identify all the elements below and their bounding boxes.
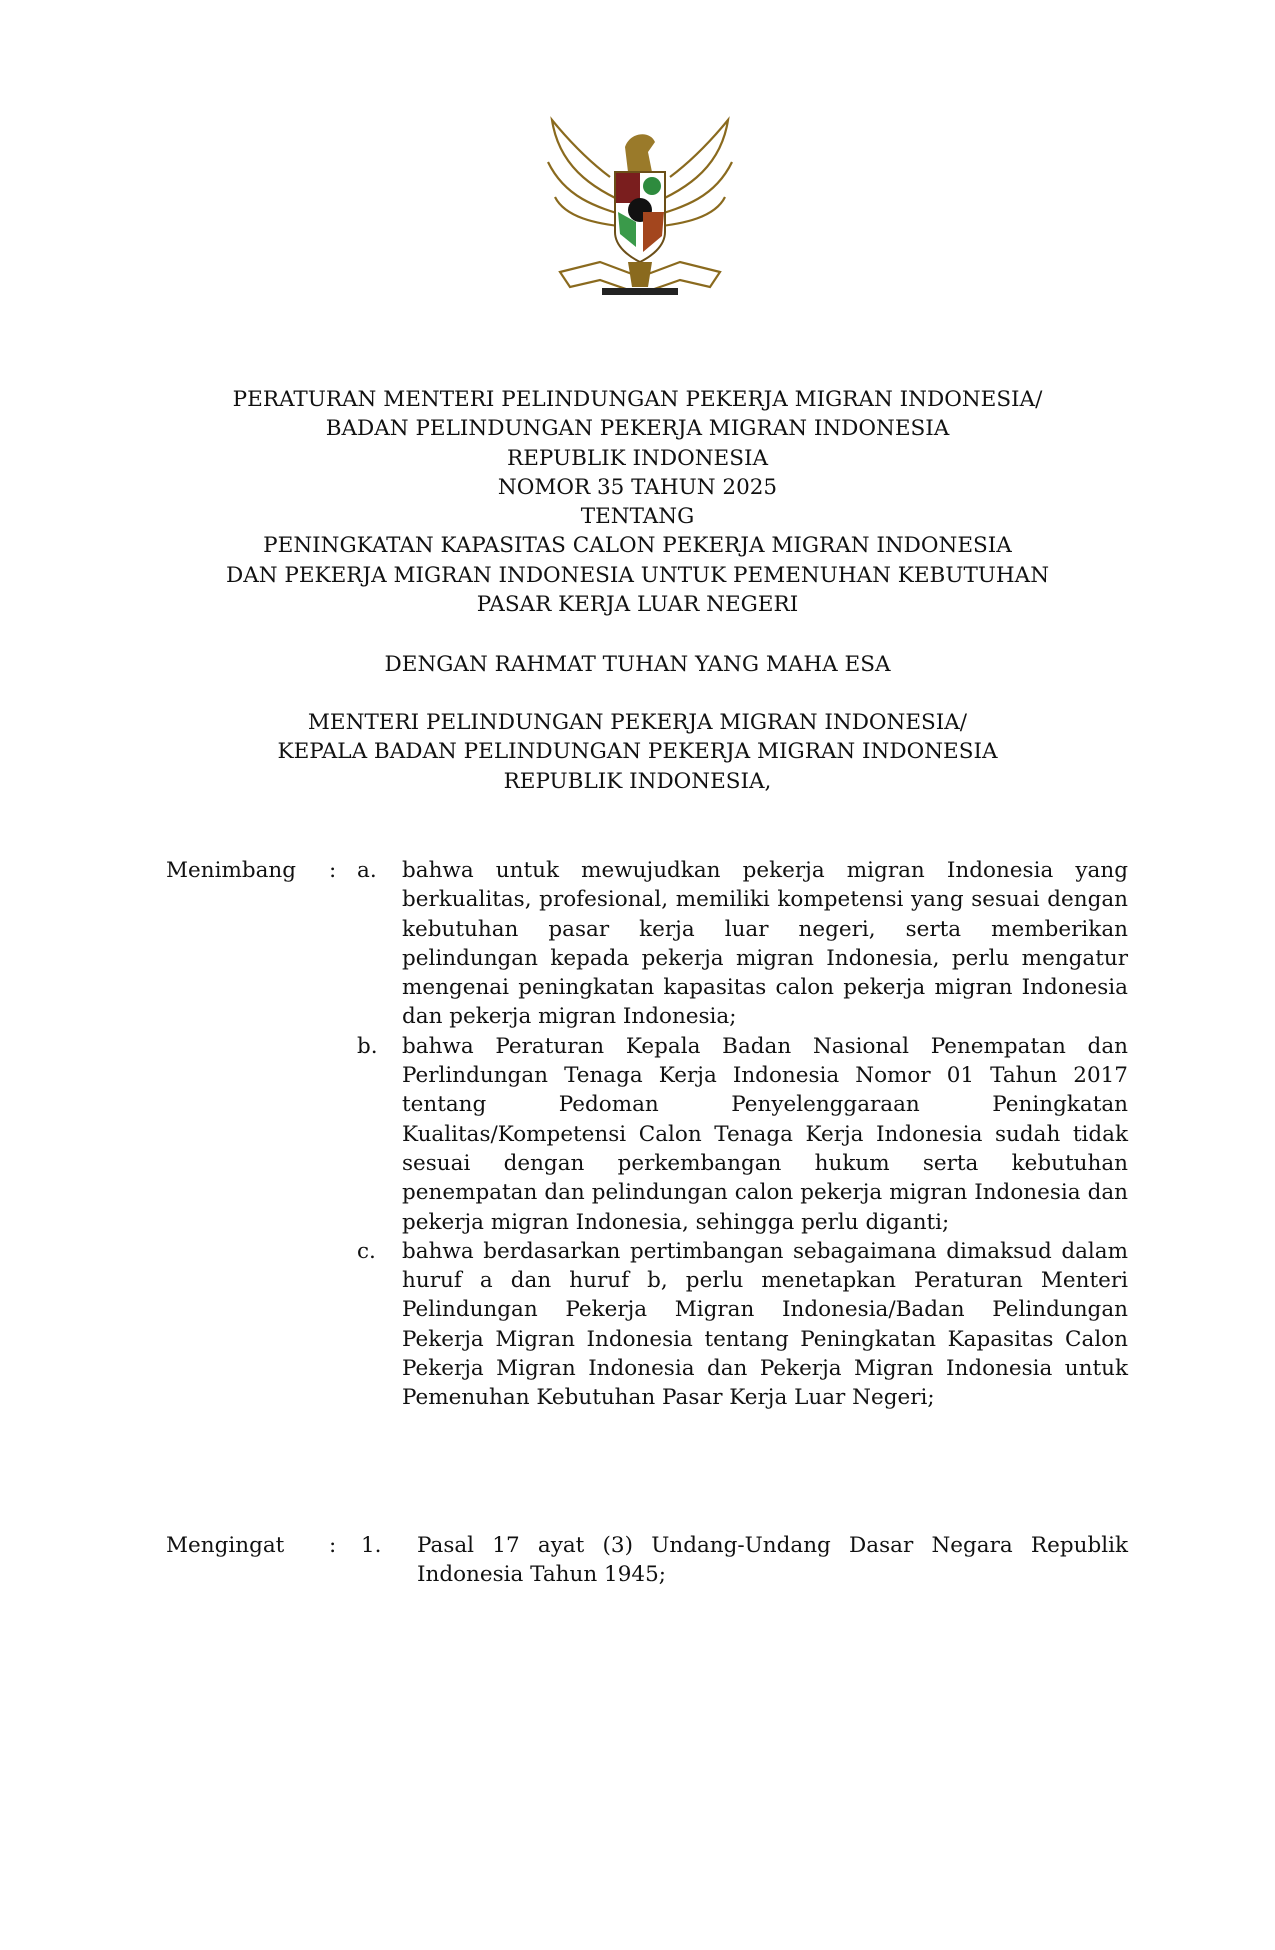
title-line: PENINGKATAN KAPASITAS CALON PEKERJA MIGRAN INDONESIA bbox=[263, 533, 1012, 559]
item-text: Pasal 17 ayat (3) Undang-Undang Dasar Negara Republik Indonesia Tahun 1945; bbox=[417, 1533, 1128, 1588]
mengingat-section bbox=[166, 1531, 1128, 1590]
title-line: BADAN PELINDUNGAN PEKERJA MIGRAN INDONESIA bbox=[325, 416, 950, 442]
consideration-item bbox=[357, 1032, 1128, 1237]
item-marker: c. bbox=[357, 1238, 376, 1264]
item-marker: 1. bbox=[361, 1533, 382, 1558]
issuer bbox=[0, 708, 1275, 796]
regulation-title bbox=[0, 385, 1275, 619]
consideration-item bbox=[357, 1237, 1128, 1413]
invocation: DENGAN RAHMAT TUHAN YANG MAHA ESA bbox=[384, 652, 891, 677]
issuer-line: KEPALA BADAN PELINDUNGAN PEKERJA MIGRAN INDONESIA bbox=[277, 739, 998, 765]
title-line: PERATURAN MENTERI PELINDUNGAN PEKERJA MIGRAN INDONESIA/ bbox=[232, 387, 1043, 412]
menimbang-label: Menimbang bbox=[166, 858, 297, 883]
title-line: PASAR KERJA LUAR NEGERI bbox=[476, 592, 799, 618]
colon: : bbox=[329, 1533, 337, 1558]
item-text: bahwa Peraturan Kepala Badan Nasional Penempatan dan Perlindungan Tenaga Kerja Indonesia Nomor 01 Tahun 2017 tentang Pedoman Penyelenggaraan Peningkatan Kualitas/Kompetensi Calon Tenaga Kerja Indonesia sudah tidak sesuai dengan perkembangan hukum serta kebutuhan penempatan dan pelindungan calon pekerja migran Indonesia dan pekerja migran Indonesia, sehingga perlu diganti; bbox=[402, 1033, 1128, 1235]
item-text: bahwa untuk mewujudkan pekerja migran Indonesia yang berkualitas, profesional, memiliki kompetensi yang sesuai dengan kebutuhan pasar kerja luar negeri, serta memberikan pelindungan kepada pekerja migran Indonesia, perlu mengatur mengenai peningkatan kapasitas calon pekerja migran Indonesia dan pekerja migran Indonesia; bbox=[402, 858, 1128, 1030]
title-line: TENTANG bbox=[580, 504, 695, 530]
menimbang-section bbox=[166, 856, 1128, 1413]
legal-basis-item bbox=[361, 1531, 1128, 1590]
garuda-pancasila-emblem bbox=[540, 112, 740, 312]
item-marker: b. bbox=[357, 1033, 378, 1059]
title-line: DAN PEKERJA MIGRAN INDONESIA UNTUK PEMENUHAN KEBUTUHAN bbox=[225, 562, 1050, 588]
item-marker: a. bbox=[357, 858, 377, 883]
mengingat-label: Mengingat bbox=[166, 1533, 285, 1558]
item-text: bahwa berdasarkan pertimbangan sebagaimana dimaksud dalam huruf a dan huruf b, perlu menetapkan Peraturan Menteri Pelindungan Pekerja Migran Indonesia/Badan Pelindungan Pekerja Migran Indonesia tentang Peningkatan Kapasitas Calon Pekerja Migran Indonesia dan Pekerja Migran Indonesia untuk Pemenuhan Kebutuhan Pasar Kerja Luar Negeri; bbox=[402, 1238, 1128, 1411]
issuer-line: MENTERI PELINDUNGAN PEKERJA MIGRAN INDONESIA/ bbox=[307, 710, 968, 735]
issuer-line: REPUBLIK INDONESIA, bbox=[503, 768, 772, 794]
title-line: REPUBLIK INDONESIA bbox=[507, 445, 768, 471]
colon: : bbox=[329, 858, 337, 883]
consideration-item bbox=[357, 856, 1128, 1032]
title-line: NOMOR 35 TAHUN 2025 bbox=[497, 474, 778, 500]
